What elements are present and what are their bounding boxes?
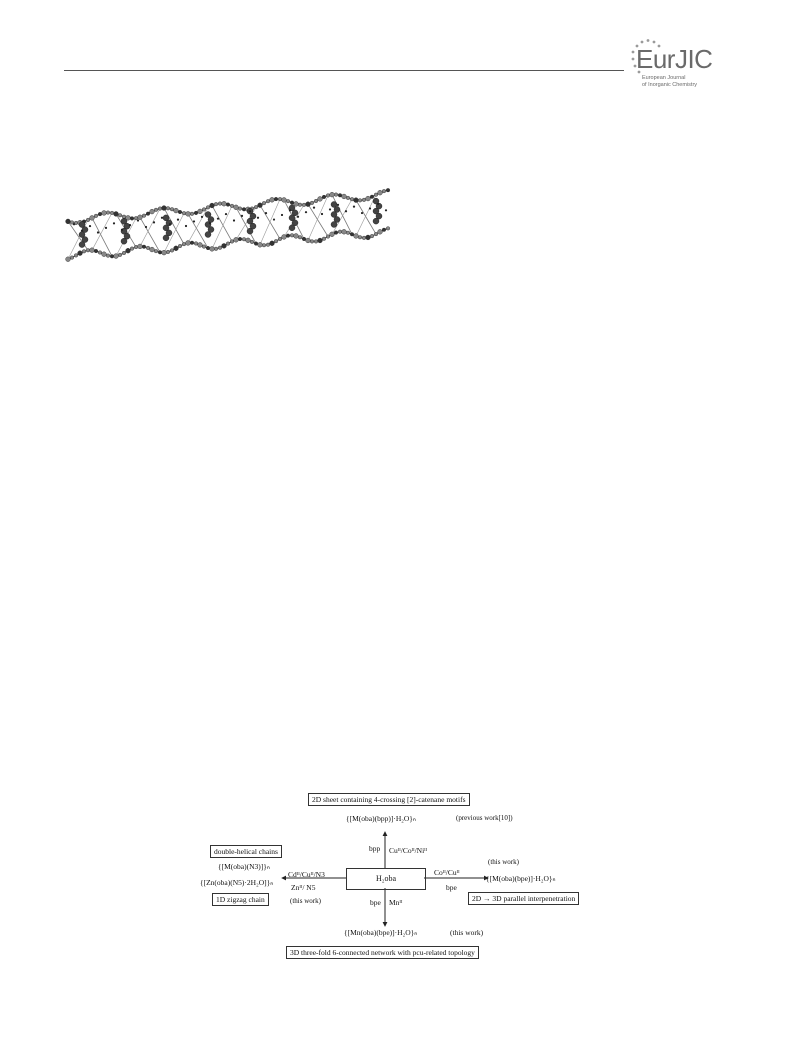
bottom-note: (this work) bbox=[450, 928, 484, 937]
top-formula: {[M(oba)(bpp)]·H₂O}ₙ bbox=[346, 814, 416, 823]
right-note: (this work) bbox=[488, 858, 519, 866]
left-formula-1: {[M(oba)(N3)]}ₙ bbox=[218, 862, 270, 871]
logo-subtitle: European Journal of Inorganic Chemistry bbox=[642, 75, 698, 88]
bottom-ligand: bpe bbox=[370, 898, 381, 907]
bottom-formula: {[Mn(oba)(bpe)]·H₂O}ₙ bbox=[344, 928, 418, 937]
left-box-bottom: 1D zigzag chain bbox=[212, 893, 269, 906]
right-formula: {[M(oba)(bpe)]·H₂O}ₙ bbox=[486, 874, 556, 883]
crystal-structure-figure bbox=[64, 186, 394, 266]
reaction-scheme bbox=[196, 788, 606, 968]
header-rule bbox=[64, 70, 624, 71]
right-metals: Coᴵᴵ/Cuᴵᴵ bbox=[434, 868, 460, 877]
left-note: (this work) bbox=[290, 897, 321, 905]
left-box-top: double-helical chains bbox=[210, 845, 282, 858]
logo-text: EurJIC bbox=[636, 44, 713, 74]
center-box: H₂oba bbox=[346, 868, 426, 890]
right-ligand: bpe bbox=[446, 883, 457, 892]
journal-logo bbox=[622, 38, 732, 90]
top-ligand: bpp bbox=[369, 844, 381, 853]
top-ref: (previous work[10]) bbox=[456, 814, 513, 822]
left-metals-2: Znᴵᴵ/ N5 bbox=[291, 883, 316, 892]
top-metals: Cuᴵᴵ/Coᴵᴵ/Niᴵᴵ bbox=[389, 846, 428, 855]
left-metals-1: Cdᴵᴵ/Cuᴵᴵ/N3 bbox=[288, 870, 325, 879]
top-box: 2D sheet containing 4-crossing [2]-catenane motifs bbox=[308, 793, 470, 806]
bottom-metals: Mnᴵᴵ bbox=[389, 898, 403, 907]
bottom-box: 3D three-fold 6-connected network with pcu-related topology bbox=[286, 946, 479, 959]
left-formula-2: {[Zn(oba)(N5)·2H₂O]}ₙ bbox=[200, 878, 274, 887]
right-box: 2D → 3D parallel interpenetration bbox=[468, 892, 579, 905]
